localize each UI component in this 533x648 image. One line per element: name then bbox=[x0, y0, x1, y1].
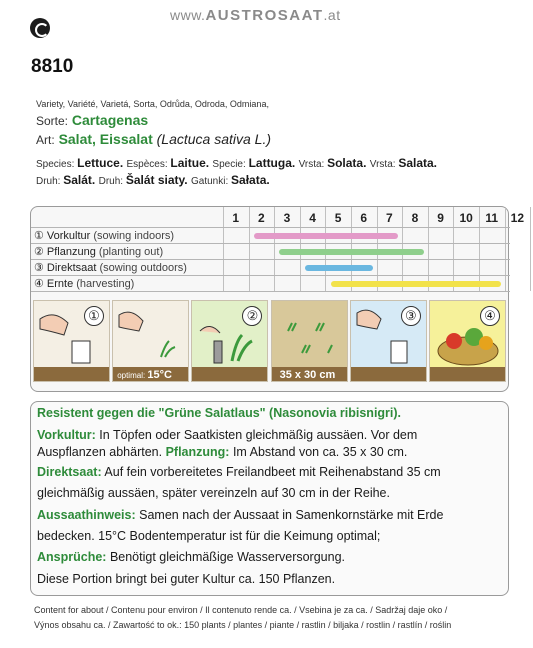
stage-name: ② Pflanzung bbox=[34, 246, 99, 258]
instruction-panel-2 bbox=[112, 300, 189, 382]
step-number: ④ bbox=[480, 306, 500, 326]
stage-name: ① Vorkultur bbox=[34, 230, 94, 242]
month-header: 3 bbox=[283, 211, 291, 225]
caption-value: 15°C bbox=[147, 369, 172, 381]
panel-caption bbox=[280, 369, 336, 381]
info-line-ansprueche: Ansprüche: Benötigt gleichmäßige Wasserversorgung. bbox=[37, 550, 346, 564]
druh-label: Druh: bbox=[98, 176, 126, 187]
month-header: 10 bbox=[459, 211, 473, 225]
stage-note: (sowing indoors) bbox=[93, 230, 175, 242]
instruction-panel-5 bbox=[350, 300, 427, 382]
species-value: Solata. bbox=[327, 156, 370, 170]
calendar-row bbox=[31, 243, 510, 259]
step-number: ② bbox=[242, 306, 262, 326]
info-line-vorkultur: Vorkultur: In Töpfen oder Saatkisten gleichmäßig aussäen. Vor dem bbox=[37, 428, 418, 442]
caption-value: 35 x 30 cm bbox=[279, 369, 336, 381]
month-header: 4 bbox=[309, 211, 316, 225]
website-url[interactable]: www.AUSTROSAAT.at bbox=[170, 7, 341, 24]
calendar-row bbox=[31, 275, 510, 291]
druh-label: Gatunki: bbox=[190, 176, 232, 187]
sowing-calendar bbox=[30, 206, 525, 392]
variety-languages: Variety, Variété, Varietá, Sorta, Odrůda, Odroda, Odmiana, bbox=[36, 99, 269, 109]
druh-value: Šalát siaty. bbox=[125, 173, 191, 187]
footer-content-line-2: Výnos obsahu ca. / Zawartość to ok.: 150 plants / plantes / piante / rastlin / biljaka / rostlin / rastlín / roślin bbox=[34, 620, 452, 630]
calendar-row-label bbox=[34, 245, 163, 258]
calendar-row-label bbox=[34, 229, 174, 242]
druh-value: Salát. bbox=[63, 173, 99, 187]
instruction-panel-3 bbox=[191, 300, 268, 382]
stage-note: (sowing outdoors) bbox=[99, 262, 187, 274]
calendar-bar bbox=[254, 233, 399, 239]
druh-value: Sałata. bbox=[231, 173, 270, 187]
species-value: Lettuce. bbox=[77, 156, 127, 170]
species-label: Vrsta: bbox=[369, 159, 399, 170]
species-label: Specie: bbox=[212, 159, 249, 170]
product-number: 8810 bbox=[31, 56, 74, 77]
info-line-pflanzung: Auspflanzen abhärten. Pflanzung: Im Abstand von ca. 35 x 30 cm. bbox=[37, 445, 408, 459]
calendar-row bbox=[31, 227, 510, 243]
stage-name: ④ Ernte bbox=[34, 278, 77, 290]
panel-caption bbox=[117, 369, 172, 381]
info-line-4: gleichmäßig aussäen, später vereinzeln auf 30 cm in der Reihe. bbox=[37, 486, 390, 500]
month-header: 12 bbox=[510, 211, 525, 225]
species-label: Espèces: bbox=[126, 159, 171, 170]
species-label: Species: bbox=[36, 159, 78, 170]
calendar-row bbox=[31, 259, 510, 275]
cultivation-info bbox=[30, 401, 509, 596]
month-header: 5 bbox=[334, 211, 342, 225]
calendar-bar bbox=[279, 249, 424, 255]
month-header: 1 bbox=[232, 211, 240, 225]
calendar-grid-line bbox=[530, 207, 531, 291]
month-header: 6 bbox=[360, 211, 368, 225]
resistance-note: Resistent gegen die "Grüne Salatlaus" (Nasonovia ribisnigri). bbox=[37, 406, 402, 420]
species-value: Salata. bbox=[398, 156, 438, 170]
month-header: 8 bbox=[411, 211, 419, 225]
instruction-panel-1 bbox=[33, 300, 110, 382]
stage-note: (planting out) bbox=[98, 246, 164, 258]
calendar-bar bbox=[305, 265, 373, 271]
step-number: ① bbox=[84, 306, 104, 326]
calendar-row-label bbox=[34, 277, 134, 290]
month-header: 2 bbox=[258, 211, 265, 225]
stage-name: ③ Direktsaat bbox=[34, 262, 100, 274]
druh-label: Druh: bbox=[36, 176, 64, 187]
calendar-row-label bbox=[34, 261, 187, 274]
footer-content-line-1: Content for about / Contenu pour environ / Il contenuto rende ca. / Vsebina je za ca. / Sadržaj daje oko / bbox=[34, 605, 448, 615]
info-line-aussaat: Aussaathinweis: Samen nach der Aussaat in Samenkornstärke mit Erde bbox=[37, 508, 444, 522]
species-value: Lattuga. bbox=[248, 156, 299, 170]
druh-translations bbox=[36, 173, 270, 187]
info-line-direktsaat: Direktsaat: Auf fein vorbereitetes Freilandbeet mit Reihenabstand 35 cm bbox=[37, 465, 441, 479]
month-header: 11 bbox=[485, 211, 499, 225]
variety-name: Cartagenas bbox=[71, 112, 149, 128]
instruction-panel-6 bbox=[429, 300, 506, 382]
calendar-grid-bottom bbox=[31, 291, 510, 292]
species-label: Vrsta: bbox=[298, 159, 328, 170]
recycle-icon bbox=[30, 18, 50, 38]
calendar-bar bbox=[331, 281, 501, 287]
step-number: ③ bbox=[401, 306, 421, 326]
instruction-panel-4 bbox=[271, 300, 348, 382]
info-line-8: Diese Portion bringt bei guter Kultur ca. 150 Pflanzen. bbox=[37, 572, 336, 586]
info-line-6: bedecken. 15°C Bodentemperatur ist für die Keimung optimal; bbox=[37, 529, 381, 543]
month-header: 7 bbox=[386, 211, 393, 225]
variety-line: Sorte: Cartagenas bbox=[36, 112, 149, 128]
species-value: Laitue. bbox=[170, 156, 213, 170]
month-header: 9 bbox=[437, 211, 444, 225]
stage-note: (harvesting) bbox=[76, 278, 135, 290]
species-translations bbox=[36, 156, 437, 170]
caption-small: optimal: bbox=[117, 371, 148, 380]
species-title: Art: Salat, Eissalat (Lactuca sativa L.) bbox=[36, 131, 272, 147]
